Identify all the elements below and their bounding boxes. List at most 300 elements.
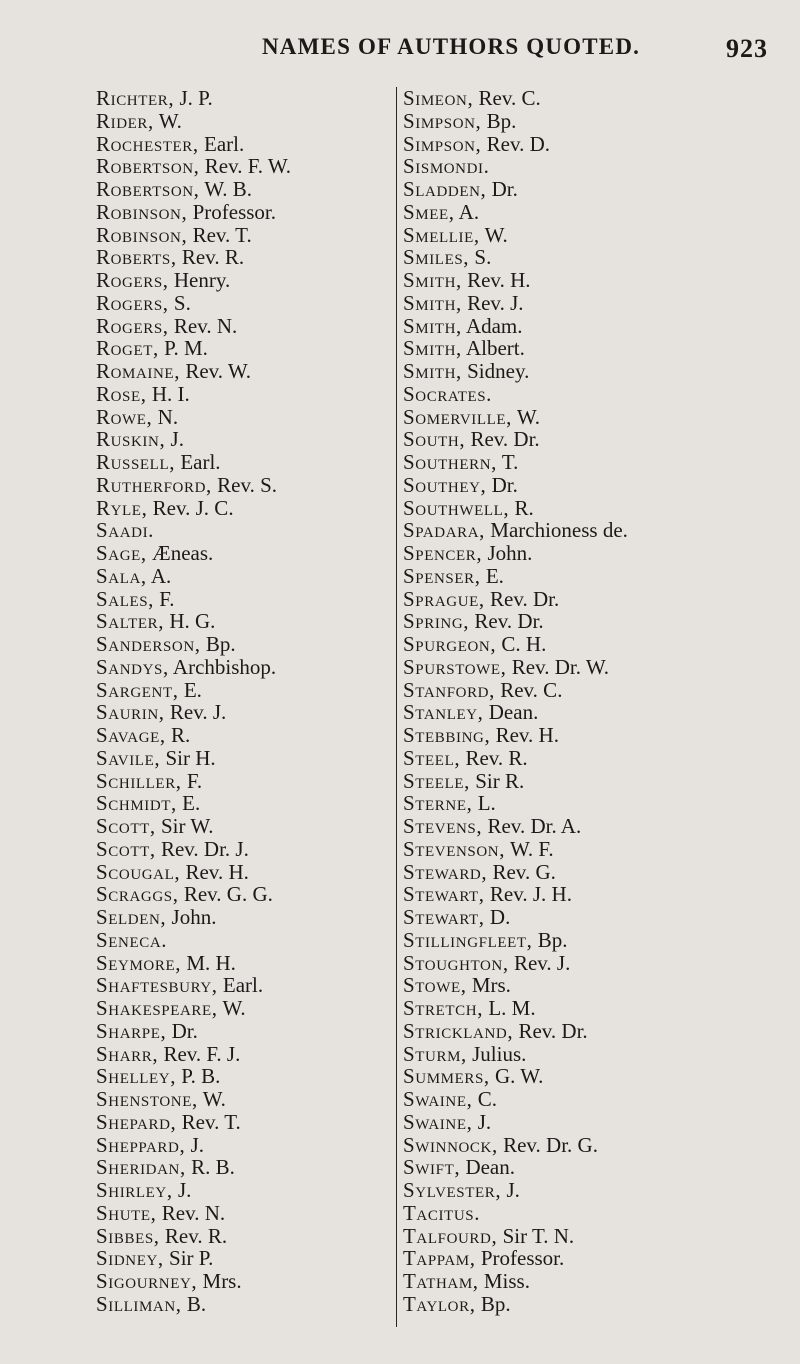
author-entry xyxy=(96,792,386,815)
author-given-names: Rev. Dr. G. xyxy=(497,1132,598,1157)
author-given-names: Sir H. xyxy=(160,745,216,770)
author-entry xyxy=(403,770,800,793)
author-given-names: H. G. xyxy=(164,609,216,634)
author-surname: Spencer, xyxy=(403,541,483,565)
author-given-names: J. xyxy=(501,1178,520,1202)
author-given-names: F. xyxy=(154,586,175,611)
author-entry xyxy=(96,929,386,952)
author-entry xyxy=(96,87,386,110)
author-given-names: Marchioness de. xyxy=(485,518,628,543)
author-entry xyxy=(96,1088,386,1111)
author-given-names: Julius. xyxy=(466,1041,527,1066)
author-surname: Rogers, xyxy=(96,313,169,338)
author-surname: Shute, xyxy=(96,1200,157,1225)
author-given-names: Rev. H. xyxy=(180,859,249,884)
author-given-names: S. xyxy=(168,290,191,315)
author-surname: Selden, xyxy=(96,905,167,929)
author-surname: Smith, xyxy=(403,290,462,315)
author-surname: Strickland, xyxy=(403,1018,514,1043)
author-entry xyxy=(96,1020,386,1043)
author-entry xyxy=(403,633,800,656)
author-entry xyxy=(403,952,800,975)
author-given-names: Sir W. xyxy=(155,814,214,838)
author-entry xyxy=(403,1179,800,1202)
author-surname: Southwell, xyxy=(403,495,510,520)
author-surname: Roberts, xyxy=(96,245,177,270)
author-given-names: N. xyxy=(152,404,179,429)
author-given-names: Rev. J. H. xyxy=(484,882,572,907)
author-surname: Sandys, xyxy=(96,654,169,679)
author-surname: Robertson, xyxy=(96,154,200,179)
author-surname: Sturm, xyxy=(403,1041,467,1066)
author-surname: Swaine, xyxy=(403,1087,473,1111)
author-surname: Scott, xyxy=(96,836,156,861)
author-surname: Summers, xyxy=(403,1064,490,1089)
page-number: 923 xyxy=(726,34,768,63)
author-surname: Sharr, xyxy=(96,1041,159,1066)
author-entry xyxy=(403,1088,800,1111)
author-given-names: Rev. G. xyxy=(487,859,556,884)
author-entry xyxy=(403,1043,800,1066)
author-given-names: Bp. xyxy=(200,632,236,656)
author-entry xyxy=(96,815,386,838)
author-surname: Roget, xyxy=(96,336,159,361)
author-entry xyxy=(403,815,800,838)
author-entry xyxy=(96,838,386,861)
author-entry xyxy=(403,155,800,178)
author-surname: Simpson, xyxy=(403,108,482,133)
author-surname: Sala, xyxy=(96,563,147,588)
author-surname: Tappam, xyxy=(403,1246,476,1271)
author-surname: Smee, xyxy=(403,199,455,224)
author-surname: Simpson, xyxy=(403,131,482,156)
author-entry xyxy=(96,269,386,292)
author-entry xyxy=(96,110,386,133)
author-given-names: L. M. xyxy=(483,996,536,1020)
author-given-names: Rev. C. xyxy=(494,677,563,702)
author-given-names: Rev. F. W. xyxy=(199,154,292,179)
author-given-names: E. xyxy=(480,563,504,588)
author-surname: Stanford, xyxy=(403,677,495,702)
author-surname: Stanley, xyxy=(403,700,484,725)
author-entry xyxy=(96,1065,386,1088)
author-given-names: W. xyxy=(197,1087,226,1111)
author-given-names: Rev. Dr. xyxy=(484,586,560,611)
author-entry xyxy=(403,1293,800,1316)
running-head: NAMES OF AUTHORS QUOTED. xyxy=(262,34,641,59)
author-given-names: Rev. G. G. xyxy=(178,882,273,907)
author-entry xyxy=(96,360,386,383)
author-entry xyxy=(403,224,800,247)
author-surname: Shirley, xyxy=(96,1178,173,1202)
author-given-names: Earl. xyxy=(198,131,245,156)
author-entry xyxy=(96,770,386,793)
author-entry xyxy=(96,406,386,429)
author-entry xyxy=(96,974,386,997)
author-entry xyxy=(96,1293,386,1316)
author-entry xyxy=(403,428,800,451)
author-entry xyxy=(96,1202,386,1225)
author-surname: Ruskin, xyxy=(96,427,166,452)
author-surname: Romaine, xyxy=(96,359,181,383)
author-entry xyxy=(403,974,800,997)
author-entry xyxy=(96,679,386,702)
author-surname: Robinson, xyxy=(96,199,188,224)
author-given-names: Rev. J. xyxy=(164,700,227,725)
author-entry xyxy=(96,724,386,747)
author-entry xyxy=(96,1043,386,1066)
author-surname: South, xyxy=(403,427,466,452)
author-entry xyxy=(96,997,386,1020)
author-given-names: J. P. xyxy=(174,86,213,110)
author-given-names: Earl. xyxy=(175,450,221,474)
author-given-names: Rev. J. C. xyxy=(147,495,234,520)
author-entry xyxy=(403,929,800,952)
author-surname: Salter, xyxy=(96,609,165,634)
author-surname: Sladden, xyxy=(403,177,487,201)
author-surname: Steel, xyxy=(403,745,461,770)
author-entry xyxy=(96,1247,386,1270)
author-surname: Sage, xyxy=(96,541,147,565)
author-entry xyxy=(96,883,386,906)
author-surname: Rogers, xyxy=(96,268,169,292)
author-surname: Schiller, xyxy=(96,768,182,793)
author-given-names: Rev. H. xyxy=(490,723,559,747)
author-surname: Swaine, xyxy=(403,1109,473,1134)
author-entry xyxy=(96,155,386,178)
author-surname: Talfourd, xyxy=(403,1223,498,1248)
author-surname: Spenser, xyxy=(403,563,481,588)
author-given-names: W. xyxy=(153,108,182,133)
author-given-names: Rev. N. xyxy=(156,1200,226,1225)
author-surname: Sheridan, xyxy=(96,1155,186,1180)
author-surname: Spring, xyxy=(403,609,470,634)
author-entry xyxy=(96,474,386,497)
page-header xyxy=(0,34,800,74)
author-surname: Sidney, xyxy=(96,1246,164,1271)
author-surname: Sargent, xyxy=(96,677,179,702)
author-given-names: Adam. xyxy=(461,313,523,338)
author-given-names: J. xyxy=(185,1132,204,1157)
author-given-names: W. xyxy=(511,404,540,429)
author-entry xyxy=(96,861,386,884)
author-entry xyxy=(96,952,386,975)
author-entry xyxy=(403,701,800,724)
author-surname: Smith, xyxy=(403,268,462,292)
author-given-names: Rev. D. xyxy=(481,131,551,156)
author-surname: Sismondi. xyxy=(403,154,490,179)
author-entry xyxy=(403,542,800,565)
author-entry xyxy=(403,1225,800,1248)
author-given-names: A. xyxy=(146,563,172,588)
author-given-names: M. H. xyxy=(181,950,236,975)
author-given-names: Rev. N. xyxy=(168,313,238,338)
author-given-names: Rev. C. xyxy=(473,86,541,110)
author-surname: Southey, xyxy=(403,472,487,497)
author-given-names: John. xyxy=(166,905,217,929)
author-given-names: Dr. xyxy=(486,472,518,497)
author-entry xyxy=(96,497,386,520)
author-given-names: R. B. xyxy=(185,1155,235,1180)
author-entry xyxy=(403,497,800,520)
author-surname: Somerville, xyxy=(403,404,512,429)
author-given-names: John. xyxy=(482,541,533,565)
author-entry xyxy=(403,610,800,633)
author-surname: Stillingfleet, xyxy=(403,927,533,952)
author-entry xyxy=(96,1156,386,1179)
author-surname: Robinson, xyxy=(96,222,188,247)
author-entry xyxy=(403,1134,800,1157)
author-surname: Rose, xyxy=(96,381,147,406)
author-entry xyxy=(96,246,386,269)
author-entry xyxy=(403,1156,800,1179)
author-given-names: Bp. xyxy=(481,108,517,133)
author-entry xyxy=(96,588,386,611)
author-entry xyxy=(403,269,800,292)
author-surname: Shaftesbury, xyxy=(96,973,218,998)
author-given-names: Sidney. xyxy=(461,359,530,383)
author-entry xyxy=(96,906,386,929)
right-column xyxy=(396,87,800,1327)
author-given-names: Rev. S. xyxy=(211,472,278,497)
author-entry xyxy=(96,315,386,338)
author-surname: Silliman, xyxy=(96,1291,182,1316)
author-entry xyxy=(403,588,800,611)
author-surname: Taylor, xyxy=(403,1291,476,1316)
author-given-names: Rev. R. xyxy=(159,1223,228,1248)
author-surname: Shepard, xyxy=(96,1109,177,1134)
author-entry xyxy=(96,1179,386,1202)
author-given-names: E. xyxy=(176,791,201,816)
author-entry xyxy=(403,883,800,906)
author-surname: Rowe, xyxy=(96,404,153,429)
author-entry xyxy=(96,1270,386,1293)
author-entry xyxy=(403,679,800,702)
author-given-names: Henry. xyxy=(168,268,231,292)
author-surname: Stebbing, xyxy=(403,723,491,747)
author-given-names: Rev. H. xyxy=(461,268,531,292)
author-entry xyxy=(403,1270,800,1293)
author-entry xyxy=(403,656,800,679)
author-surname: Spadara, xyxy=(403,518,486,543)
author-given-names: Rev. W. xyxy=(180,359,252,383)
author-surname: Simeon, xyxy=(403,86,474,110)
author-surname: Rider, xyxy=(96,108,154,133)
author-given-names: Mrs. xyxy=(466,973,511,998)
author-surname: Rochester, xyxy=(96,131,199,156)
author-given-names: Dean. xyxy=(483,700,539,725)
author-entry xyxy=(403,178,800,201)
author-given-names: Professor. xyxy=(475,1246,565,1271)
author-entry xyxy=(403,747,800,770)
author-entry xyxy=(96,1225,386,1248)
author-surname: Seneca. xyxy=(96,927,168,952)
author-entry xyxy=(403,519,800,542)
author-entry xyxy=(96,1111,386,1134)
author-entry xyxy=(403,1020,800,1043)
author-given-names: W. xyxy=(479,222,508,247)
author-entry xyxy=(403,861,800,884)
author-entry xyxy=(403,1247,800,1270)
author-entry xyxy=(403,724,800,747)
author-surname: Sheppard, xyxy=(96,1132,186,1157)
author-given-names: Dr. xyxy=(166,1018,198,1043)
author-given-names: Earl. xyxy=(217,973,264,998)
author-given-names: E. xyxy=(178,677,202,702)
author-given-names: Rev. F. J. xyxy=(158,1041,241,1066)
left-column xyxy=(96,87,386,1316)
author-surname: Stevenson, xyxy=(403,836,506,861)
author-given-names: Sir P. xyxy=(163,1246,214,1271)
author-surname: Smith, xyxy=(403,359,462,383)
author-entry xyxy=(96,133,386,156)
author-surname: Seymore, xyxy=(96,950,182,975)
author-surname: Stevens, xyxy=(403,814,483,838)
author-given-names: Rev. R. xyxy=(460,745,528,770)
author-given-names: C. xyxy=(472,1087,497,1111)
author-surname: Sibbes, xyxy=(96,1223,160,1248)
author-surname: Sharpe, xyxy=(96,1018,167,1043)
author-entry xyxy=(96,519,386,542)
author-surname: Shelley, xyxy=(96,1064,177,1089)
author-surname: Smith, xyxy=(403,313,462,338)
author-entry xyxy=(403,110,800,133)
author-entry xyxy=(403,337,800,360)
author-given-names: W. F. xyxy=(505,836,554,861)
author-surname: Shenstone, xyxy=(96,1087,198,1111)
author-entry xyxy=(403,792,800,815)
author-given-names: Rev. Dr. xyxy=(513,1018,588,1043)
author-given-names: Bp. xyxy=(532,927,568,952)
author-surname: Sterne, xyxy=(403,791,473,816)
author-surname: Scott, xyxy=(96,814,156,838)
author-given-names: Bp. xyxy=(475,1291,511,1316)
author-given-names: Rev. Dr. J. xyxy=(155,836,249,861)
author-given-names: R. xyxy=(509,495,534,520)
author-entry xyxy=(403,87,800,110)
author-entry xyxy=(96,565,386,588)
author-given-names: W. B. xyxy=(199,177,253,201)
author-surname: Stowe, xyxy=(403,973,467,998)
author-given-names: J. xyxy=(472,1109,492,1134)
author-surname: Southern, xyxy=(403,450,497,474)
author-given-names: R. xyxy=(165,723,191,747)
author-surname: Richter, xyxy=(96,86,175,110)
author-given-names: F. xyxy=(181,768,203,793)
author-entry xyxy=(96,428,386,451)
author-given-names: C. H. xyxy=(496,632,547,656)
author-given-names: Albert. xyxy=(461,336,525,361)
author-given-names: S. xyxy=(469,245,492,270)
author-surname: Savile, xyxy=(96,745,161,770)
author-entry xyxy=(403,997,800,1020)
author-entry xyxy=(403,474,800,497)
author-surname: Swinnock, xyxy=(403,1132,498,1157)
author-surname: Schmidt, xyxy=(96,791,177,816)
author-surname: Russell, xyxy=(96,450,176,474)
author-surname: Saurin, xyxy=(96,700,165,725)
author-given-names: J. xyxy=(172,1178,192,1202)
author-surname: Stewart, xyxy=(403,905,485,929)
author-given-names: Dean. xyxy=(460,1155,515,1180)
author-given-names: B. xyxy=(181,1291,207,1316)
author-surname: Steward, xyxy=(403,859,488,884)
author-surname: Smellie, xyxy=(403,222,480,247)
author-given-names: Dr. xyxy=(486,177,518,201)
author-given-names: A. xyxy=(454,199,480,224)
author-given-names: Rev. Dr. A. xyxy=(482,814,582,838)
author-given-names: P. B. xyxy=(176,1064,221,1089)
author-entry xyxy=(96,224,386,247)
author-entry xyxy=(96,542,386,565)
author-entry xyxy=(96,701,386,724)
author-given-names: Archbishop. xyxy=(168,654,277,679)
author-entry xyxy=(96,610,386,633)
author-entry xyxy=(403,360,800,383)
author-surname: Sigourney, xyxy=(96,1269,198,1293)
author-given-names: Rev. T. xyxy=(187,222,252,247)
author-given-names: T. xyxy=(497,450,519,474)
author-surname: Socrates. xyxy=(403,381,493,406)
author-entry xyxy=(403,246,800,269)
author-given-names: Rev. J. xyxy=(508,950,571,975)
author-given-names: J. xyxy=(165,427,184,452)
author-entry xyxy=(403,451,800,474)
author-given-names: G. W. xyxy=(489,1064,544,1089)
author-surname: Sales, xyxy=(96,586,155,611)
author-entry xyxy=(403,838,800,861)
author-given-names: Sir R. xyxy=(469,768,525,793)
author-given-names: Rev. Dr. xyxy=(465,427,540,452)
author-given-names: Æneas. xyxy=(146,541,214,565)
author-entry xyxy=(96,337,386,360)
author-given-names: Sir T. N. xyxy=(497,1223,575,1248)
author-surname: Ryle, xyxy=(96,495,148,520)
author-entry xyxy=(403,383,800,406)
author-surname: Tatham, xyxy=(403,1269,479,1293)
author-entry xyxy=(403,1202,800,1225)
author-entry xyxy=(403,1111,800,1134)
author-entry xyxy=(96,292,386,315)
author-entry xyxy=(96,383,386,406)
author-given-names: Mrs. xyxy=(197,1269,242,1293)
author-entry xyxy=(96,178,386,201)
author-surname: Swift, xyxy=(403,1155,461,1180)
author-surname: Stretch, xyxy=(403,996,484,1020)
author-surname: Sylvester, xyxy=(403,1178,502,1202)
author-surname: Spurstowe, xyxy=(403,654,507,679)
author-entry xyxy=(96,201,386,224)
author-entry xyxy=(403,906,800,929)
author-entry xyxy=(403,406,800,429)
author-surname: Savage, xyxy=(96,723,166,747)
author-given-names: D. xyxy=(484,905,511,929)
author-entry xyxy=(403,292,800,315)
author-given-names: Rev. J. xyxy=(461,290,524,315)
author-given-names: H. I. xyxy=(146,381,190,406)
author-surname: Smith, xyxy=(403,336,462,361)
author-given-names: P. M. xyxy=(158,336,208,361)
author-surname: Scougal, xyxy=(96,859,181,884)
author-surname: Tacitus. xyxy=(403,1200,481,1225)
author-surname: Smiles, xyxy=(403,245,470,270)
author-entry xyxy=(403,565,800,588)
author-entry xyxy=(96,633,386,656)
author-surname: Robertson, xyxy=(96,177,200,201)
author-entry xyxy=(403,315,800,338)
author-given-names: Rev. Dr. W. xyxy=(506,654,609,679)
author-surname: Steele, xyxy=(403,768,470,793)
